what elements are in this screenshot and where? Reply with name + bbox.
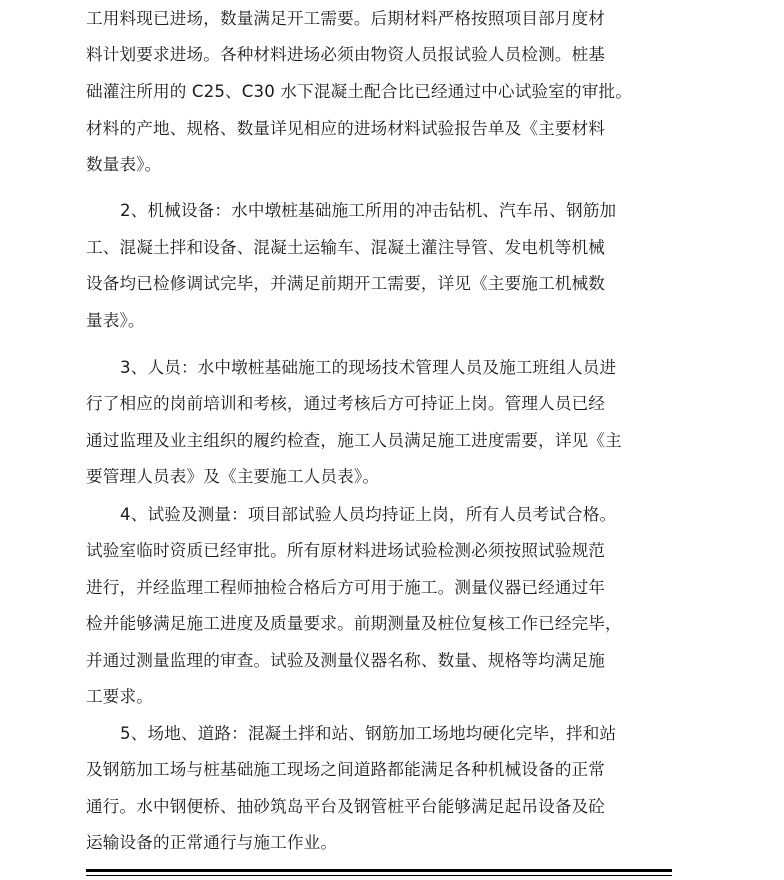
text-line: 行了相应的岗前培训和考核，通过考核后方可持证上岗。管理人员已经 <box>86 394 606 413</box>
text-line: 及钢筋加工场与桩基础施工现场之间道路都能满足各种机械设备的正常 <box>86 760 606 779</box>
text-line: 工要求。 <box>86 687 153 706</box>
text-line: 通行。水中钢便桥、抽砂筑岛平台及钢管桩平台能够满足起吊设备及砼 <box>86 797 606 816</box>
text-line: 工、混凝土拌和设备、混凝土运输车、混凝土灌注导管、发电机等机械 <box>86 238 606 257</box>
text-line: 要管理人员表》及《主要施工人员表》。 <box>86 467 380 486</box>
paragraph-first-line: 4、试验及测量：项目部试验人员均持证上岗，所有人员考试合格。 <box>120 505 617 524</box>
text-line: 试验室临时资质已经审批。所有原材料进场试验检测必须按照试验规范 <box>86 541 606 560</box>
text-line: 数量表》。 <box>86 155 162 174</box>
text-line: 检并能够满足施工进度及质量要求。前期测量及桩位复核工作已经完毕， <box>86 614 622 633</box>
text-line: 量表》。 <box>86 311 145 330</box>
text-line: 材料的产地、规格、数量详见相应的进场材料试验报告单及《主要材料 <box>86 119 606 138</box>
text-line: 工用料现已进场，数量满足开工需要。后期材料严格按照项目部月度材 <box>86 9 606 28</box>
paragraph-first-line: 5、场地、道路：混凝土拌和站、钢筋加工场地均硬化完毕，拌和站 <box>120 724 617 743</box>
paragraph-first-line: 2、机械设备：水中墩桩基础施工所用的冲击钻机、汽车吊、钢筋加 <box>120 201 617 220</box>
text-line: 运输设备的正常通行与施工作业。 <box>86 833 338 852</box>
text-line: 进行，并经监理工程师抽检合格后方可用于施工。测量仪器已经通过年 <box>86 578 606 597</box>
footer-rule-thin <box>86 875 672 876</box>
footer-rule-thick <box>86 869 672 872</box>
text-line: 设备均已检修调试完毕，并满足前期开工需要，详见《主要施工机械数 <box>86 274 606 293</box>
text-line: 通过监理及业主组织的履约检查，施工人员满足施工进度需要，详见《主 <box>86 431 622 450</box>
text-line: 料计划要求进场。各种材料进场必须由物资人员报试验人员检测。桩基 <box>86 45 606 64</box>
text-line: 并通过测量监理的审查。试验及测量仪器名称、数量、规格等均满足施 <box>86 651 606 670</box>
text-line: 础灌注所用的 C25、C30 水下混凝土配合比已经通过中心试验室的审批。 <box>86 82 632 101</box>
paragraph-first-line: 3、人员：水中墩桩基础施工的现场技术管理人员及施工班组人员进 <box>120 358 617 377</box>
